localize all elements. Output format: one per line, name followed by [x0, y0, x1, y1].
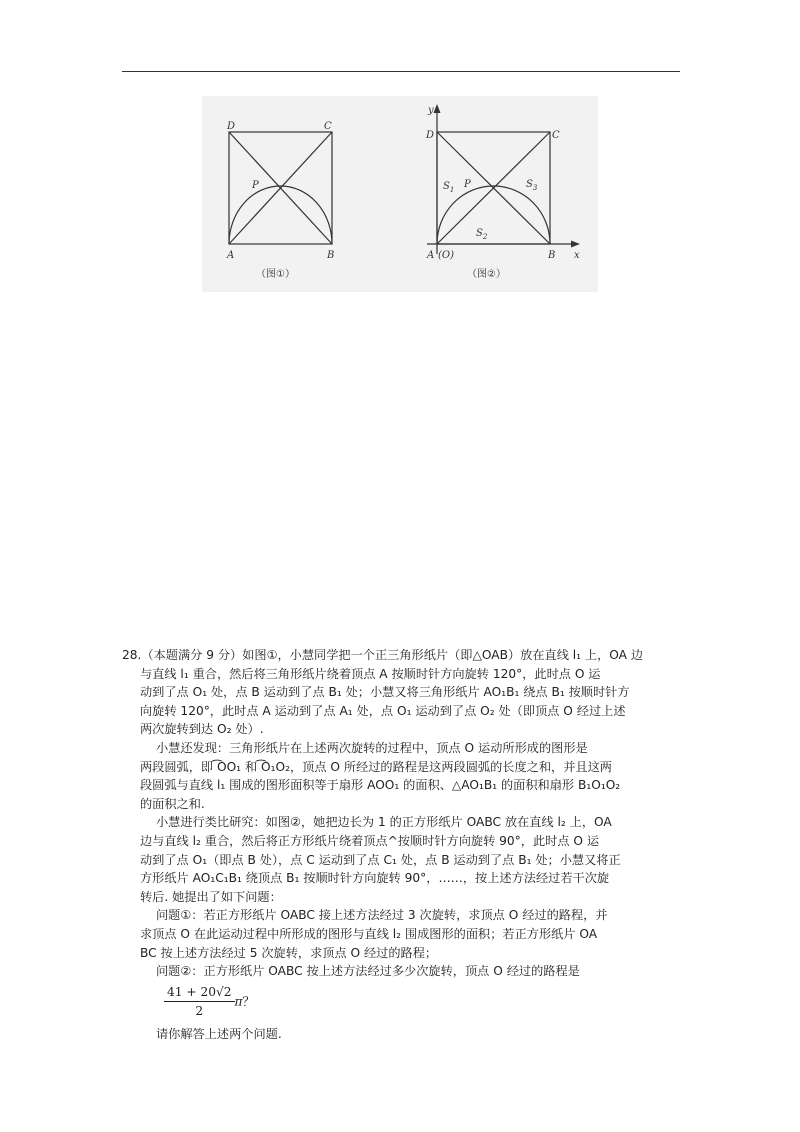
problem-line: 请你解答上述两个问题. [156, 1026, 282, 1041]
fraction-numerator: 41 + 20√2 [164, 983, 235, 1003]
header-rule [122, 71, 680, 72]
figure-2 [427, 104, 580, 254]
fig2-x-arrow [571, 241, 580, 248]
problem-line: 动到了点 O₁（即点 B 处），点 C 运动到了点 C₁ 处，点 B 运动到了点 B₁ 处；小慧又将正 [140, 852, 621, 867]
problem-line: 段圆弧与直线 l₁ 围成的图形面积等于扇形 AOO₁ 的面积、△AO₁B₁ 的面积和扇形 B₁O₁O₂ [140, 778, 621, 793]
problem-line: 小慧进行类比研究：如图②，她把边长为 1 的正方形纸片 OABC 放在直线 l₂ 上，OA [156, 815, 612, 830]
fig1-label-p: P [252, 180, 259, 191]
fig1-caption: （图①） [256, 269, 295, 280]
problem-line: 的面积之和. [140, 796, 205, 811]
fig1-label-d: D [227, 121, 236, 132]
fig1-label-b: B [327, 250, 335, 261]
path-formula [122, 983, 688, 1021]
formula-question-mark: ？ [242, 994, 255, 1009]
fig2-label-p: P [464, 179, 471, 190]
fig2-label-s2: $S_2$ [476, 228, 488, 241]
fig2-label-a: A [427, 250, 435, 261]
fig1-label-c: C [324, 121, 332, 132]
problem-line: 28.（本题满分 9 分）如图①，小慧同学把一个正三角形纸片（即△OAB）放在直线 l₁ 上，OA 边 [122, 648, 644, 662]
figure-1 [229, 132, 332, 244]
problem-line: 问题②：正方形纸片 OABC 按上述方法经过多少次旋转，顶点 O 经过的路程是 [156, 964, 580, 979]
problem-line: 转后. 她提出了如下问题： [140, 889, 282, 904]
problem-line: 动到了点 O₁ 处，点 B 运动到了点 B₁ 处；小慧又将三角形纸片 AO₁B₁ 绕点 B₁ 按顺时针方 [140, 685, 630, 700]
fig1-semicircle-arc [229, 186, 332, 244]
problem-line: 与直线 l₁ 重合，然后将三角形纸片绕着顶点 A 按顺时针方向旋转 120°，此时点 O 运 [140, 666, 601, 681]
geometry-figures [202, 96, 598, 292]
fig2-label-x: x [574, 250, 580, 261]
fig2-label-b: B [548, 250, 556, 261]
fig2-label-y: y [428, 105, 434, 116]
fig2-label-c: C [552, 130, 560, 141]
problem-line: 两次旋转到达 O₂ 处）. [140, 722, 264, 737]
fig1-label-a: A [227, 250, 235, 261]
fig2-label-s3: $S_3$ [526, 179, 538, 192]
problem-line: 求顶点 O 在此运动过程中所形成的图形与直线 l₂ 围成图形的面积；若正方形纸片 OA [140, 926, 598, 941]
problem-line: 小慧还发现：三角形纸片在上述两次旋转的过程中，顶点 O 运动所形成的图形是 [156, 740, 588, 755]
problem-line: 方形纸片 AO₁C₁B₁ 绕顶点 B₁ 按顺时针方向旋转 90°，……，按上述方法经过若干次旋 [140, 871, 610, 886]
problem-line: 向旋转 120°，此时点 A 运动到了点 A₁ 处，点 O₁ 运动到了点 O₂ 处（即顶点 O 经过上述 [140, 703, 626, 718]
problem-line: BC 按上述方法经过 5 次旋转，求顶点 O 经过的路程； [140, 945, 438, 960]
fig2-caption: （图②） [467, 269, 506, 280]
fig2-label-o: (O) [438, 250, 455, 261]
problem-line: 两段圆弧，即 ͡OO₁ 和 ͡O₁O₂，顶点 O 所经过的路程是这两段圆弧的长度之和，并且这两 [140, 759, 612, 774]
fig2-semicircle-arc [437, 186, 550, 244]
figure-panel [202, 96, 598, 292]
problem-28 [122, 646, 688, 1043]
problem-line: 边与直线 l₂ 重合，然后将正方形纸片绕着顶点^按顺时针方向旋转 90°，此时点 O 运 [140, 833, 600, 848]
fig2-label-s1: $S_1$ [443, 181, 455, 194]
fig2-label-d: D [426, 130, 435, 141]
pi-symbol: π [234, 994, 243, 1009]
fraction-denominator: 2 [195, 1004, 204, 1019]
problem-line: 问题①：若正方形纸片 OABC 接上述方法经过 3 次旋转，求顶点 O 经过的路程，并 [156, 908, 608, 923]
fig2-y-arrow [434, 104, 441, 113]
fraction [164, 983, 235, 1021]
